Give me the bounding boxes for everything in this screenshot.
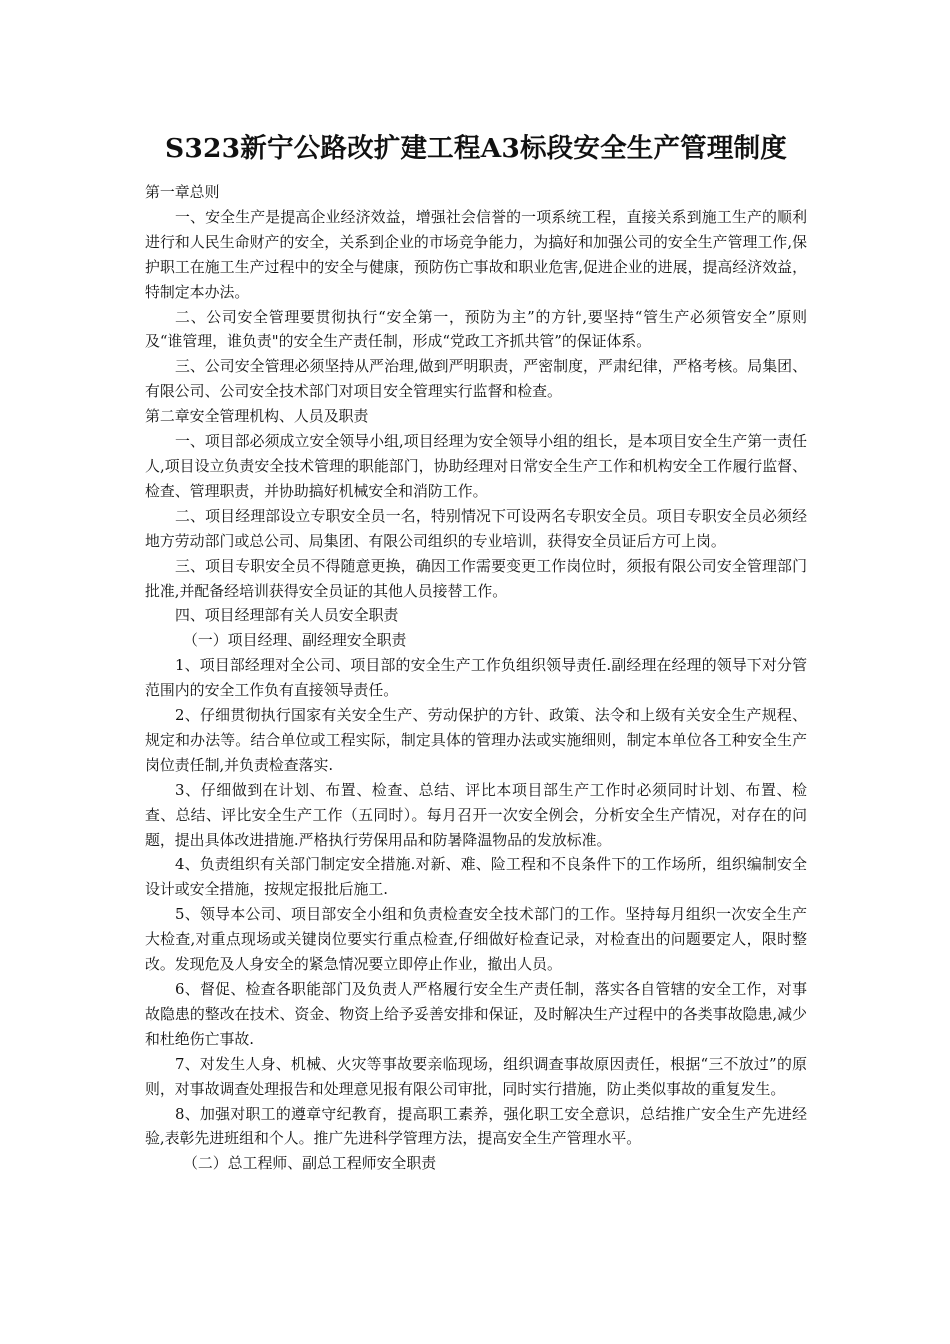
body-paragraph: 二、公司安全管理要贯彻执行“安全第一，预防为主”的方针,要坚持“管生产必须管安全”原则及“谁管理，谁负责"的安全生产责任制，形成“党政工齐抓共管”的保证体系。 (145, 307, 807, 351)
chapter-heading: 第二章安全管理机构、人员及职责 (145, 407, 369, 426)
body-paragraph: 一、项目部必须成立安全领导小组,项目经理为安全领导小组的组长，是本项目安全生产第一责任人,项目设立负责安全技术管理的职能部门，协助经理对日常安全生产工作和机构安全工作履行监督、检查、管理职责，并协助搞好机械安全和消防工作。 (145, 432, 807, 500)
body-paragraph: 6、督促、检查各职能部门及负责人严格履行安全生产责任制，落实各自管辖的安全工作，对事故隐患的整改在技术、资金、物资上给予妥善安排和保证，及时解决生产过程中的各类事故隐患,减少和杜绝伤亡事故. (145, 980, 807, 1048)
body-paragraph: 4、负责组织有关部门制定安全措施.对新、难、险工程和不良条件下的工作场所，组织编制安全设计或安全措施，按规定报批后施工. (145, 855, 807, 899)
document-body (145, 180, 807, 1176)
document-page (145, 124, 807, 1176)
body-paragraph: 2、仔细贯彻执行国家有关安全生产、劳动保护的方针、政策、法令和上级有关安全生产规程、规定和办法等。结合单位或工程实际，制定具体的管理办法或实施细则，制定本单位各工种安全生产岗位责任制,并负责检查落实. (145, 706, 807, 774)
subsection-heading: （一）项目经理、副经理安全职责 (183, 631, 407, 650)
body-paragraph: 三、项目专职安全员不得随意更换，确因工作需要变更工作岗位时，须报有限公司安全管理部门批准,并配备经培训获得安全员证的其他人员接替工作。 (145, 556, 807, 600)
section-heading: 四、项目经理部有关人员安全职责 (175, 606, 399, 625)
chapter-heading: 第一章总则 (145, 183, 220, 201)
body-paragraph: 三、公司安全管理必须坚持从严治理,做到严明职责，严密制度，严肃纪律，严格考核。局集团、有限公司、公司安全技术部门对项目安全管理实行监督和检查。 (145, 357, 807, 401)
body-paragraph: 8、加强对职工的遵章守纪教育，提高职工素养，强化职工安全意识，总结推广安全生产先进经验,表彰先进班组和个人。推广先进科学管理方法，提高安全生产管理水平。 (145, 1104, 807, 1148)
body-paragraph: 1、项目部经理对全公司、项目部的安全生产工作负组织领导责任.副经理在经理的领导下对分管范围内的安全工作负有直接领导责任。 (145, 656, 807, 700)
subsection-heading: （二）总工程师、副总工程师安全职责 (183, 1154, 437, 1173)
body-paragraph: 5、领导本公司、项目部安全小组和负责检查安全技术部门的工作。坚持每月组织一次安全生产大检查,对重点现场或关键岗位要实行重点检查,仔细做好检查记录，对检查出的问题要定人，限时整改。发现危及人身安全的紧急情况要立即停止作业，撤出人员。 (145, 905, 807, 974)
body-paragraph: 二、项目经理部设立专职安全员一名，特别情况下可设两名专职安全员。项目专职安全员必须经地方劳动部门或总公司、局集团、有限公司组织的专业培训，获得安全员证后方可上岗。 (145, 506, 807, 550)
body-paragraph: 3、仔细做到在计划、布置、检查、总结、评比本项目部生产工作时必须同时计划、布置、检查、总结、评比安全生产工作（五同时）。每月召开一次安全例会，分析安全生产情况，对存在的问题，提出具体改进措施.严格执行劳保用品和防暑降温物品的发放标准。 (145, 780, 807, 849)
body-paragraph: 一、安全生产是提高企业经济效益，增强社会信誉的一项系统工程，直接关系到施工生产的顺利进行和人民生命财产的安全，关系到企业的市场竞争能力，为搞好和加强公司的安全生产管理工作,保护职工在施工生产过程中的安全与健康，预防伤亡事故和职业危害,促进企业的进展，提高经济效益，特制定本办法。 (145, 207, 807, 301)
document-title: S323新宁公路改扩建工程A3标段安全生产管理制度 (165, 133, 787, 164)
body-paragraph: 7、对发生人身、机械、火灾等事故要亲临现场，组织调查事故原因责任，根据“三不放过”的原则，对事故调查处理报告和处理意见报有限公司审批，同时实行措施，防止类似事故的重复发生。 (145, 1054, 807, 1098)
